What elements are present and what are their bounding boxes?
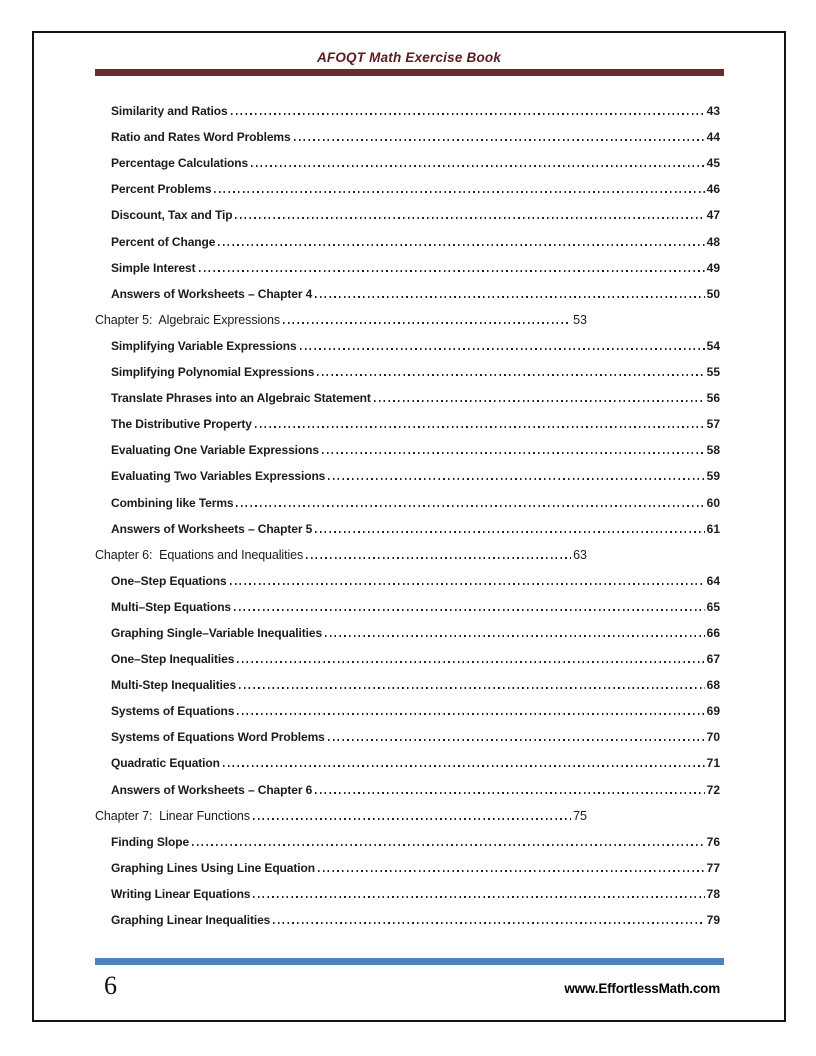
toc-label: Multi–Step Equations xyxy=(111,599,232,614)
toc-entry-row xyxy=(95,278,720,304)
dot-leader xyxy=(328,739,705,741)
dot-leader xyxy=(306,557,571,559)
dot-leader xyxy=(235,217,704,219)
toc-page-number: 60 xyxy=(706,495,720,510)
dot-leader xyxy=(214,191,704,193)
dot-leader xyxy=(318,870,705,872)
toc-entry-row xyxy=(95,669,720,695)
header-title: AFOQT Math Exercise Book xyxy=(316,50,502,65)
toc-page-number: 45 xyxy=(706,156,720,171)
toc-label: Chapter 6: Equations and Inequalities xyxy=(95,547,304,562)
toc-entry-row xyxy=(95,225,720,251)
dot-leader xyxy=(199,270,705,272)
toc-chapter-row xyxy=(95,800,587,826)
toc-label: Discount, Tax and Tip xyxy=(111,208,233,223)
footer-rule-bar xyxy=(95,958,724,965)
toc-entry-row xyxy=(95,643,720,669)
toc-entry-row xyxy=(95,695,720,721)
dot-leader xyxy=(283,322,571,324)
dot-leader xyxy=(218,244,704,246)
toc-chapter-row xyxy=(95,304,587,330)
toc-page-number: 71 xyxy=(706,756,720,771)
toc-page-number: 44 xyxy=(706,130,720,145)
toc-label: Chapter 5: Algebraic Expressions xyxy=(95,312,280,327)
toc-label: Graphing Lines Using Line Equation xyxy=(111,860,315,875)
toc-page-number: 72 xyxy=(706,782,720,797)
toc-entry-row xyxy=(95,434,720,460)
header-rule-bar xyxy=(95,69,724,76)
dot-leader xyxy=(315,296,704,298)
toc-label: Evaluating One Variable Expressions xyxy=(111,443,319,458)
toc-entry-row xyxy=(95,147,720,173)
toc-entry-row xyxy=(95,721,720,747)
toc-label: Systems of Equations xyxy=(111,704,235,719)
dot-leader xyxy=(300,348,705,350)
toc-label: Simplifying Variable Expressions xyxy=(111,338,297,353)
dot-leader xyxy=(253,896,704,898)
toc-page-number: 55 xyxy=(706,365,720,380)
toc-page-number: 47 xyxy=(706,208,720,223)
footer-website-link[interactable]: www.EffortlessMath.com xyxy=(564,981,720,996)
dot-leader xyxy=(273,922,704,924)
toc-entry-row xyxy=(95,330,720,356)
dot-leader xyxy=(231,113,705,115)
dot-leader xyxy=(315,792,704,794)
toc-label: Combining like Terms xyxy=(111,495,234,510)
dot-leader xyxy=(315,531,704,533)
toc-entry-row xyxy=(95,565,720,591)
toc-label: Simple Interest xyxy=(111,260,196,275)
toc-label: Writing Linear Equations xyxy=(111,886,251,901)
toc-label: Answers of Worksheets – Chapter 4 xyxy=(111,286,313,301)
toc-entry-row xyxy=(95,173,720,199)
toc-entry-row xyxy=(95,617,720,643)
toc-label: Ratio and Rates Word Problems xyxy=(111,130,291,145)
toc-page-number: 69 xyxy=(706,704,720,719)
dot-leader xyxy=(239,687,705,689)
toc-page-number: 70 xyxy=(706,730,720,745)
toc-page-number: 63 xyxy=(573,547,587,562)
toc-page-number: 78 xyxy=(706,886,720,901)
toc-page-number: 48 xyxy=(706,234,720,249)
toc-entry-row xyxy=(95,826,720,852)
toc-entry-row xyxy=(95,486,720,512)
dot-leader xyxy=(253,818,571,820)
toc-page-number: 79 xyxy=(706,913,720,927)
toc-label: Multi-Step Inequalities xyxy=(111,678,237,693)
toc-page-number: 66 xyxy=(706,625,720,640)
toc-entry-row xyxy=(95,408,720,434)
toc-entry-row xyxy=(95,356,720,382)
dot-leader xyxy=(237,661,704,663)
toc-entry-row xyxy=(95,878,720,904)
dot-leader xyxy=(294,139,705,141)
dot-leader xyxy=(255,426,705,428)
toc-label: Translate Phrases into an Algebraic Statement xyxy=(111,391,371,406)
toc-entry-row xyxy=(95,904,720,930)
toc-page-number: 75 xyxy=(573,808,587,823)
dot-leader xyxy=(237,713,704,715)
toc-page-number: 46 xyxy=(706,182,720,197)
toc-page-number: 64 xyxy=(706,573,720,588)
toc-label: Percent of Change xyxy=(111,234,216,249)
dot-leader xyxy=(192,844,705,846)
toc-label: Similarity and Ratios xyxy=(111,104,228,119)
table-of-contents xyxy=(95,95,720,930)
toc-entry-row xyxy=(95,95,720,121)
toc-label: Systems of Equations Word Problems xyxy=(111,730,325,745)
dot-leader xyxy=(322,452,705,454)
dot-leader xyxy=(230,583,705,585)
toc-page-number: 54 xyxy=(706,338,720,353)
toc-page-number: 50 xyxy=(706,286,720,301)
toc-label: Answers of Worksheets – Chapter 6 xyxy=(111,782,313,797)
toc-page-number: 76 xyxy=(706,834,720,849)
toc-entry-row xyxy=(95,747,720,773)
dot-leader xyxy=(325,635,705,637)
toc-page-number: 77 xyxy=(706,860,720,875)
dot-leader xyxy=(328,478,704,480)
toc-entry-row xyxy=(95,121,720,147)
dot-leader xyxy=(374,400,705,402)
toc-page-number: 65 xyxy=(706,599,720,614)
toc-page-number: 43 xyxy=(706,104,720,119)
toc-entry-row xyxy=(95,852,720,878)
toc-label: Simplifying Polynomial Expressions xyxy=(111,365,315,380)
toc-page-number: 49 xyxy=(706,260,720,275)
toc-label: Answers of Worksheets – Chapter 5 xyxy=(111,521,313,536)
toc-label: The Distributive Property xyxy=(111,417,252,432)
toc-label: Chapter 7: Linear Functions xyxy=(95,808,250,823)
toc-label: Graphing Linear Inequalities xyxy=(111,913,271,927)
dot-leader xyxy=(317,374,704,376)
toc-page-number: 61 xyxy=(706,521,720,536)
toc-entry-row xyxy=(95,382,720,408)
toc-page-number: 57 xyxy=(706,417,720,432)
dot-leader xyxy=(236,505,704,507)
toc-page-number: 53 xyxy=(573,312,587,327)
document-page xyxy=(32,31,786,1022)
toc-page-number: 58 xyxy=(706,443,720,458)
toc-entry-row xyxy=(95,252,720,278)
toc-entry-row xyxy=(95,460,720,486)
toc-label: Graphing Single–Variable Inequalities xyxy=(111,625,323,640)
toc-page-number: 56 xyxy=(706,391,720,406)
toc-page-number: 59 xyxy=(706,469,720,484)
toc-entry-row xyxy=(95,591,720,617)
toc-label: One–Step Inequalities xyxy=(111,652,235,667)
toc-label: Evaluating Two Variables Expressions xyxy=(111,469,326,484)
footer-page-number: 6 xyxy=(104,971,117,1000)
toc-label: Percent Problems xyxy=(111,182,212,197)
dot-leader xyxy=(223,765,705,767)
dot-leader xyxy=(251,165,705,167)
toc-label: Percentage Calculations xyxy=(111,156,249,171)
toc-page-number: 67 xyxy=(706,652,720,667)
toc-label: Quadratic Equation xyxy=(111,756,220,771)
toc-page-number: 68 xyxy=(706,678,720,693)
toc-label: One–Step Equations xyxy=(111,573,227,588)
dot-leader xyxy=(234,609,705,611)
toc-label: Finding Slope xyxy=(111,834,190,849)
toc-chapter-row xyxy=(95,539,587,565)
toc-entry-row xyxy=(95,199,720,225)
toc-entry-row xyxy=(95,513,720,539)
toc-entry-row xyxy=(95,773,720,799)
